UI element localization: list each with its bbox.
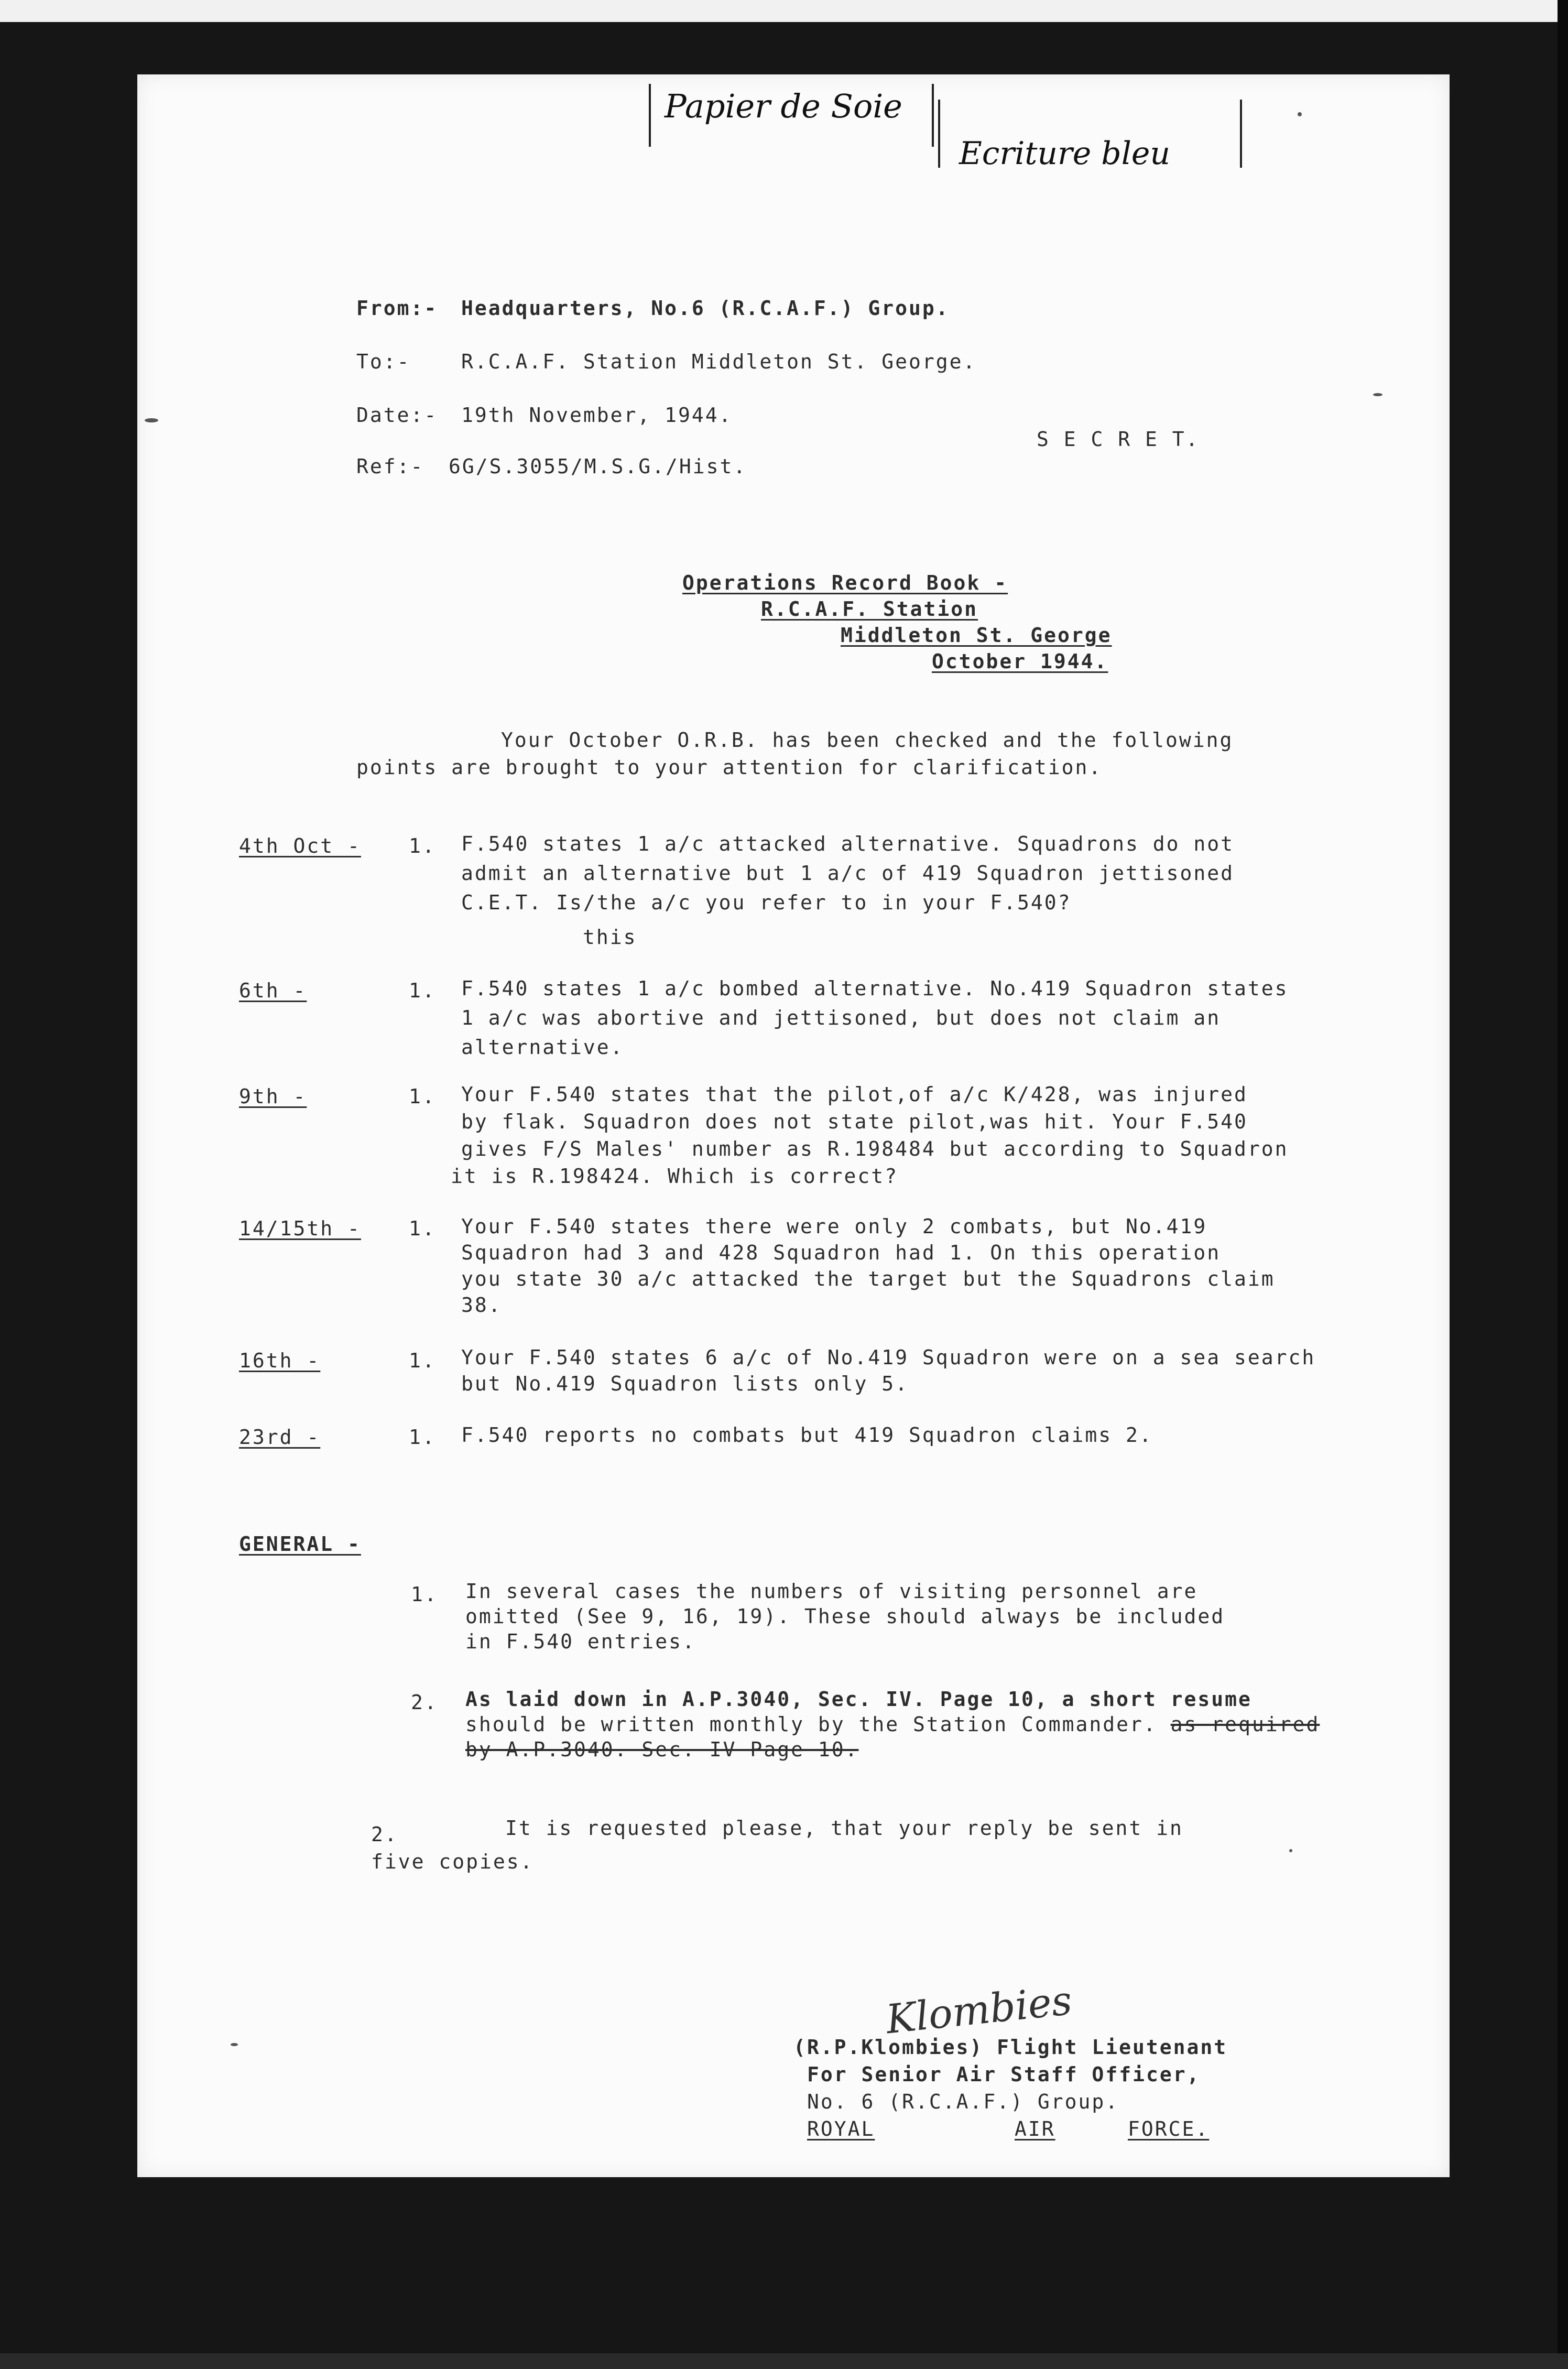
entry-line: C.E.T. Is/the a/c you refer to in your F.540?: [461, 891, 1072, 914]
general-item-line: omitted (See 9, 16, 19). These should always be included: [465, 1605, 1225, 1628]
entry-line: but No.419 Squadron lists only 5.: [461, 1372, 909, 1395]
general-item-number: 2.: [411, 1691, 438, 1714]
entry-date: 9th -: [239, 1085, 307, 1108]
entry-line: F.540 states 1 a/c attacked alternative. Squadrons do not: [461, 832, 1235, 855]
ink-color-note: Ecriture bleu: [959, 135, 1171, 172]
entry-date: 4th Oct -: [239, 834, 361, 857]
entry-number: 1.: [409, 1349, 436, 1372]
entry-number: 1.: [409, 979, 436, 1002]
intro-line-1: Your October O.R.B. has been checked and the following: [501, 729, 1234, 752]
entry-number: 1.: [409, 1426, 436, 1449]
general-heading: GENERAL -: [239, 1533, 361, 1556]
intro-line-2: points are brought to your attention for clarification.: [356, 756, 1103, 779]
to-value: R.C.A.F. Station Middleton St. George.: [461, 350, 977, 373]
entry-number: 1.: [409, 1217, 436, 1240]
scan-speck: [1373, 393, 1382, 396]
scan-speck: [145, 418, 158, 422]
signature-line-3: No. 6 (R.C.A.F.) Group.: [807, 2090, 1119, 2113]
entry-line: Your F.540 states that the pilot,of a/c K/428, was injured: [461, 1083, 1248, 1106]
from-label: From:-: [356, 297, 438, 320]
subject-line-2: R.C.A.F. Station: [761, 597, 978, 621]
entry-line: by flak. Squadron does not state pilot,was hit. Your F.540: [461, 1110, 1248, 1133]
entry-line: F.540 states 1 a/c bombed alternative. No.419 Squadron states: [461, 977, 1289, 1000]
entry-line: F.540 reports no combats but 419 Squadron claims 2.: [461, 1423, 1153, 1447]
subject-line-1: Operations Record Book -: [682, 571, 1008, 594]
entry-number: 1.: [409, 1085, 436, 1108]
from-value: Headquarters, No.6 (R.C.A.F.) Group.: [461, 297, 950, 320]
scan-bottom-edge: [0, 2353, 1568, 2369]
scan-top-edge: [0, 0, 1568, 22]
entry-line: 1 a/c was abortive and jettisoned, but does not claim an: [461, 1006, 1221, 1029]
signature-line-4a: ROYAL: [807, 2117, 875, 2140]
ref-label: Ref:-: [356, 455, 424, 478]
closing-line-2: five copies.: [371, 1850, 534, 1873]
entry-line: alternative.: [461, 1036, 624, 1059]
date-value: 19th November, 1944.: [461, 404, 733, 427]
entry-line: it is R.198424. Which is correct?: [451, 1165, 898, 1188]
signature-line-4c: FORCE.: [1128, 2117, 1210, 2140]
subject-line-3: Middleton St. George: [841, 624, 1112, 647]
entry-date: 23rd -: [239, 1426, 321, 1449]
signature-line-2: For Senior Air Staff Officer,: [807, 2063, 1201, 2086]
closing-line-1: It is requested please, that your reply be sent in: [505, 1817, 1183, 1840]
classification-label: S E C R E T.: [1037, 428, 1200, 451]
subject-line-4: October 1944.: [932, 650, 1108, 673]
entry-line: Your F.540 states 6 a/c of No.419 Squadron were on a sea search: [461, 1346, 1316, 1369]
date-label: Date:-: [356, 404, 438, 427]
struck-text: as required: [1170, 1713, 1320, 1736]
entry-line: Your F.540 states there were only 2 combats, but No.419: [461, 1215, 1207, 1238]
signature-line-1: (R.P.Klombies) Flight Lieutenant: [793, 2036, 1228, 2059]
scan-speck: [1298, 112, 1302, 116]
scan-right-edge: [1558, 0, 1568, 2369]
entry-date: 16th -: [239, 1349, 321, 1372]
signature-line-4b: AIR: [1015, 2117, 1055, 2140]
entry-insert: this: [583, 926, 637, 949]
scan-speck: [1289, 1849, 1292, 1852]
entry-line: 38.: [461, 1294, 502, 1317]
general-item-line: As laid down in A.P.3040, Sec. IV. Page 10, a short resume: [465, 1688, 1252, 1711]
general-item-line: In several cases the numbers of visiting personnel are: [465, 1580, 1198, 1603]
closing-number: 2.: [371, 1823, 398, 1846]
entry-line: you state 30 a/c attacked the target but the Squadrons claim: [461, 1267, 1275, 1290]
general-item-number: 1.: [411, 1583, 438, 1606]
entry-date: 6th -: [239, 979, 307, 1002]
paper-type-note: Papier de Soie: [665, 87, 902, 125]
entry-number: 1.: [409, 834, 436, 857]
general-item-text: should be written monthly by the Station Commander.: [465, 1713, 1157, 1736]
struck-text: by A.P.3040. Sec. IV Page 10.: [465, 1738, 859, 1761]
scan-speck: [231, 2043, 238, 2046]
entry-line: Squadron had 3 and 428 Squadron had 1. On this operation: [461, 1241, 1221, 1264]
entry-line: admit an alternative but 1 a/c of 419 Squadron jettisoned: [461, 862, 1235, 885]
to-label: To:-: [356, 350, 411, 373]
handwritten-signature: Klombies: [884, 1976, 1074, 2043]
entry-date: 14/15th -: [239, 1217, 361, 1240]
general-item-line: in F.540 entries.: [465, 1630, 696, 1653]
entry-line: gives F/S Males' number as R.198484 but according to Squadron: [461, 1137, 1289, 1160]
ref-value: 6G/S.3055/M.S.G./Hist.: [449, 455, 747, 478]
